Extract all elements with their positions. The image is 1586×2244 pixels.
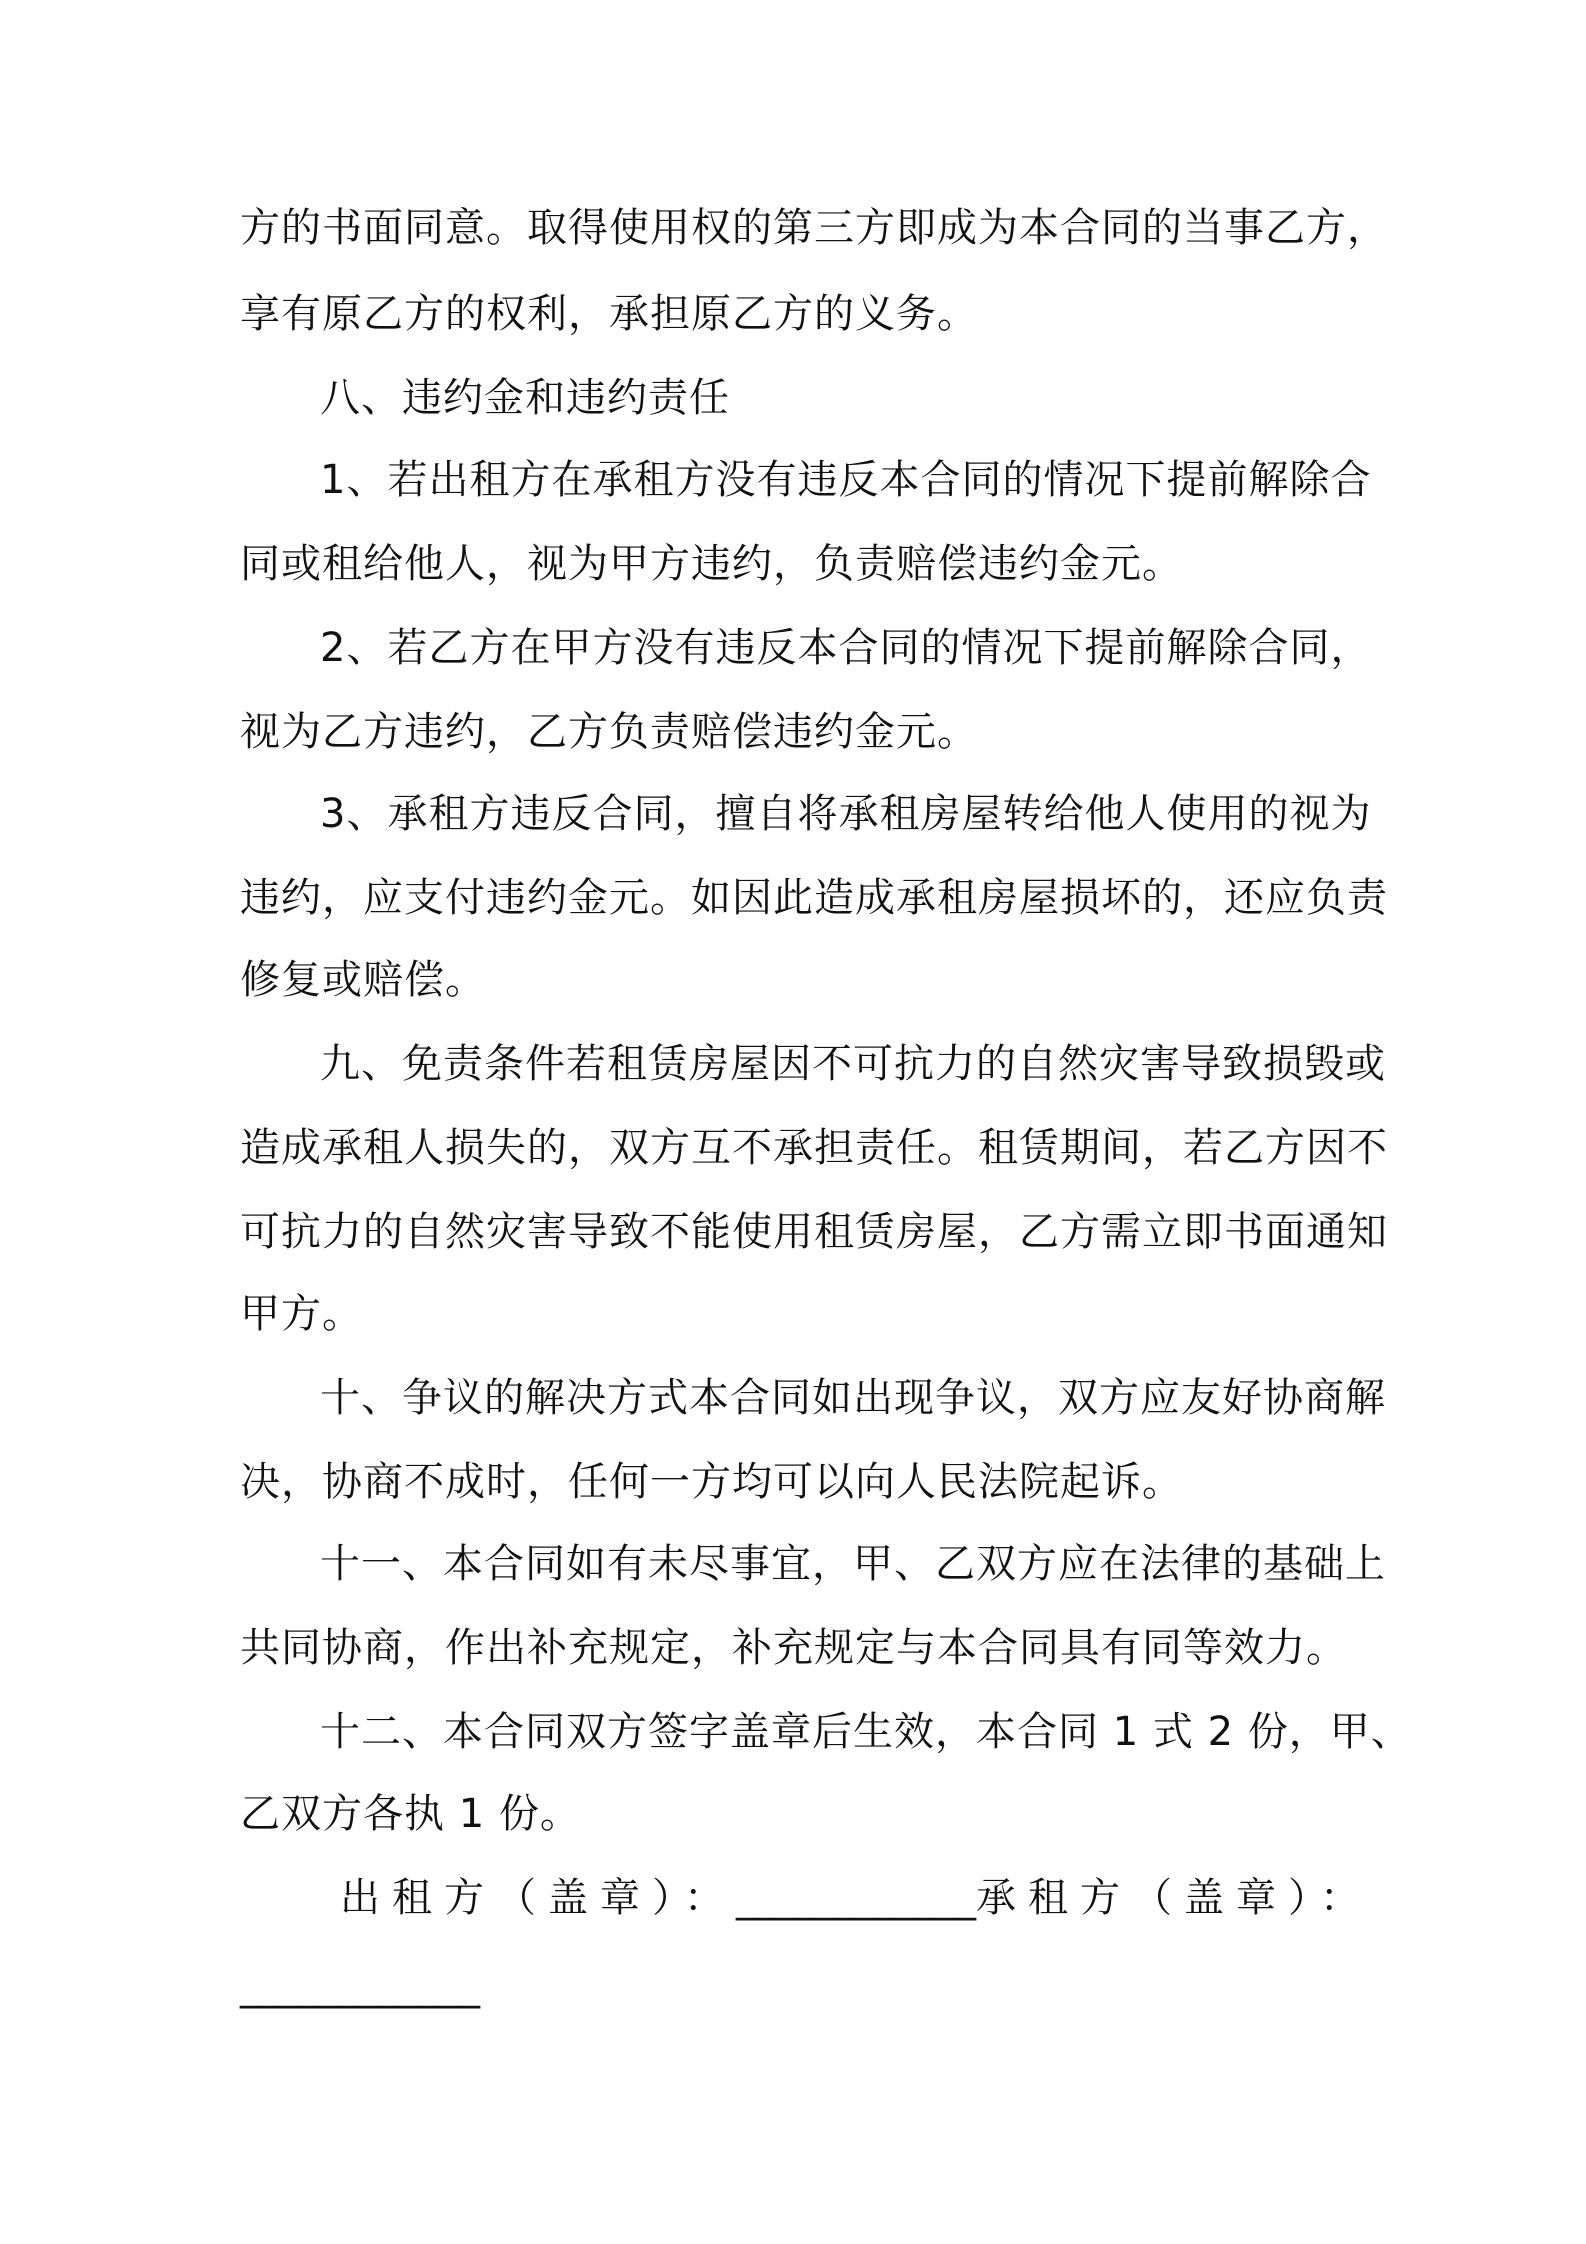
paragraph-line: 享有原乙方的权利，承担原乙方的义务。: [240, 291, 978, 337]
paragraph-line: 九、免责条件若租赁房屋因不可抗力的自然灾害导致损毁或: [320, 1041, 1386, 1087]
lessee-signature-blank: ____________: [240, 1963, 480, 2009]
paragraph-line: 十一、本合同如有未尽事宜，甲、乙双方应在法律的基础上: [320, 1541, 1386, 1587]
paragraph-line: 十、争议的解决方式本合同如出现争议，双方应友好协商解: [320, 1375, 1386, 1421]
lessee-signature-label: 承租方（盖章）：: [976, 1875, 1372, 1921]
signature-line: [340, 1870, 1372, 1926]
paragraph-line: 造成承租人损失的，双方互不承担责任。租赁期间，若乙方因不: [240, 1125, 1388, 1171]
paragraph-line: 甲方。: [240, 1291, 363, 1337]
paragraph-line: 修复或赔偿。: [240, 957, 486, 1003]
paragraph-line: 3、承租方违反合同，擅自将承租房屋转给他人使用的视为: [320, 791, 1372, 837]
paragraph-line: 1、若出租方在承租方没有违反本合同的情况下提前解除合: [320, 457, 1372, 503]
paragraph-line: 可抗力的自然灾害导致不能使用租赁房屋，乙方需立即书面通知: [240, 1209, 1388, 1255]
lessor-signature-blank: ____________: [736, 1875, 976, 1921]
paragraph-line: 同或租给他人，视为甲方违约，负责赔偿违约金元。: [240, 541, 1183, 587]
paragraph-line: 违约，应支付违约金元。如因此造成承租房屋损坏的，还应负责: [240, 875, 1388, 921]
paragraph-line: 视为乙方违约，乙方负责赔偿违约金元。: [240, 709, 978, 755]
paragraph-line: 决，协商不成时，任何一方均可以向人民法院起诉。: [240, 1459, 1183, 1505]
paragraph-line: 十二、本合同双方签字盖章后生效，本合同 1 式 2 份，甲、: [320, 1709, 1412, 1755]
section-heading: 八、违约金和违约责任: [320, 375, 730, 421]
lessor-signature-label: 出租方（盖章）：: [340, 1875, 736, 1921]
paragraph-line: 乙双方各执 1 份。: [240, 1791, 581, 1837]
paragraph-line: 方的书面同意。取得使用权的第三方即成为本合同的当事乙方，: [240, 205, 1388, 251]
paragraph-line: 共同协商，作出补充规定，补充规定与本合同具有同等效力。: [240, 1625, 1347, 1671]
paragraph-line: 2、若乙方在甲方没有违反本合同的情况下提前解除合同，: [320, 625, 1372, 671]
